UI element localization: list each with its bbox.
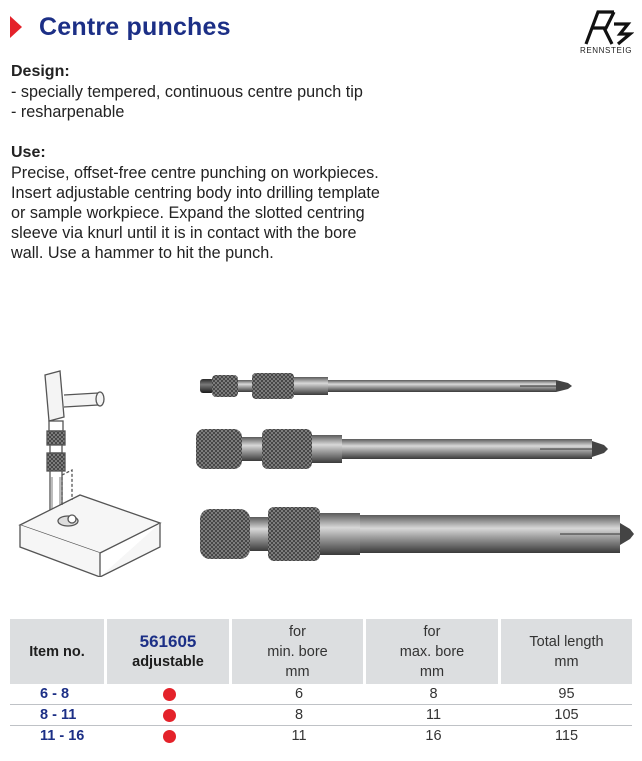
header-total-length <box>501 619 632 684</box>
page-header <box>10 12 231 42</box>
use-line: sleeve via knurl until it is in contact with the bore <box>11 224 357 242</box>
header-line: min. bore <box>267 643 328 660</box>
table-row <box>10 725 632 746</box>
use-line: Precise, offset-free centre punching on workpieces. <box>11 164 379 182</box>
min-bore-cell: 8 <box>232 704 366 725</box>
punch-small <box>200 373 572 399</box>
header-line: max. bore <box>399 643 465 660</box>
max-bore-cell: 11 <box>366 704 501 725</box>
header-min-bore <box>232 619 366 684</box>
triangle-marker-icon <box>10 16 22 38</box>
article-description: adjustable <box>132 653 204 670</box>
item-no-cell: 8 - 11 <box>10 704 107 725</box>
header-line: Total length <box>529 633 604 650</box>
header-line: mm <box>419 663 445 680</box>
length-cell: 105 <box>501 704 632 725</box>
table-header-row <box>10 619 632 684</box>
item-no-cell: 6 - 8 <box>40 686 70 702</box>
length-cell: 95 <box>558 686 575 702</box>
availability-cell <box>107 725 232 746</box>
product-illustration <box>0 355 642 577</box>
article-number: 561605 <box>139 631 197 651</box>
use-line: Insert adjustable centring body into drilling template <box>11 184 380 202</box>
design-line: - specially tempered, continuous centre punch tip <box>11 83 363 101</box>
header-item-no: Item no. <box>10 619 107 684</box>
design-section <box>11 62 363 122</box>
header-line: mm <box>554 653 579 670</box>
availability-cell <box>107 704 232 725</box>
design-heading: Design: <box>11 63 70 80</box>
table-row <box>10 704 632 725</box>
availability-cell <box>107 684 232 704</box>
min-bore-cell: 11 <box>232 725 366 746</box>
header-line: for <box>289 623 306 640</box>
use-section <box>11 143 380 263</box>
logo-brand-text: RENNSTEIG <box>579 46 633 55</box>
item-no-cell: 11 - 16 <box>10 725 107 746</box>
availability-dot-icon <box>163 709 176 722</box>
punch-large <box>200 507 634 561</box>
use-heading: Use: <box>11 144 46 161</box>
use-line: wall. Use a hammer to hit the punch. <box>11 244 274 262</box>
design-line: - resharpenable <box>11 103 125 121</box>
table-row <box>10 684 632 704</box>
punch-medium <box>196 429 608 469</box>
availability-dot-icon <box>163 688 176 701</box>
page-title: Centre punches <box>39 12 231 41</box>
header-max-bore <box>366 619 501 684</box>
max-bore-cell: 8 <box>429 686 438 702</box>
max-bore-cell: 16 <box>366 725 501 746</box>
availability-dot-icon <box>163 730 176 743</box>
specification-table <box>10 619 632 746</box>
header-line: mm <box>285 663 310 680</box>
use-line: or sample workpiece. Expand the slotted centring <box>11 204 365 222</box>
min-bore-cell: 6 <box>294 686 304 702</box>
header-article <box>107 619 232 684</box>
length-cell: 115 <box>501 725 632 746</box>
usage-diagram <box>20 371 160 577</box>
header-line: for <box>423 623 441 640</box>
